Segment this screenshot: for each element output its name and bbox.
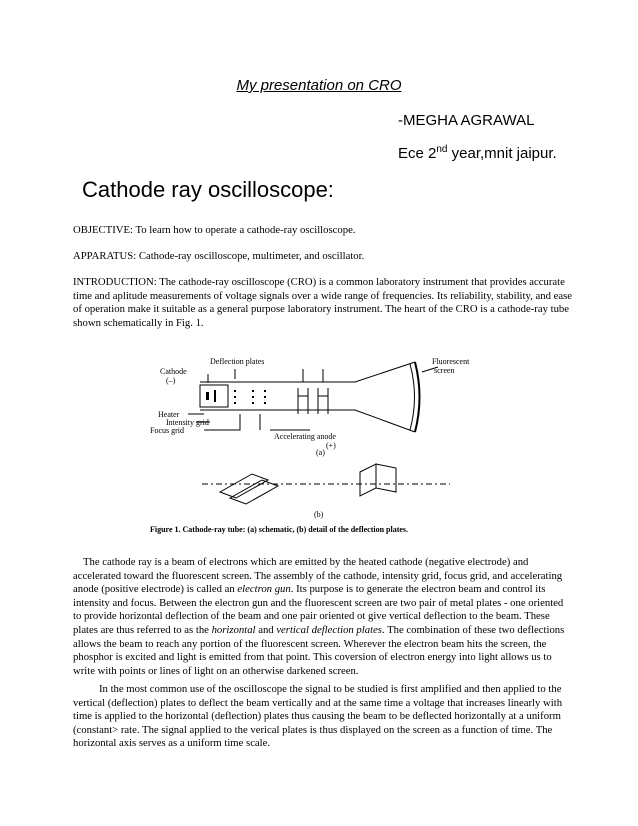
beam-text-1: The cathode ray is a beam of electrons which are emitted by the heated cathode (negative electrode) and accelerated toward the fluorescent screen. The assembly of the cathode, intensity grid, focus grid, and accelerating anode (positive electrode) is called an <box>73 556 563 596</box>
label-intensity-grid: Intensity grid <box>166 418 209 427</box>
beam-emphasis-vertical: vertical deflection plates <box>276 623 382 636</box>
label-cathode-sign: (–) <box>166 376 176 385</box>
focus-dot-2 <box>252 396 254 398</box>
anode-dot-3 <box>234 402 236 404</box>
vertical-plate-1 <box>360 464 376 496</box>
label-screen: screen <box>434 366 455 375</box>
label-part-b: (b) <box>314 510 324 519</box>
focus-dot-3 <box>252 402 254 404</box>
label-accelerating-anode: Accelerating anode <box>274 432 336 441</box>
top-leader-lines <box>208 369 323 383</box>
course-suffix: year,mnit jaipur. <box>447 145 557 162</box>
anode-dot-1 <box>234 390 236 392</box>
accel-dot-2 <box>264 396 266 398</box>
course-prefix: Ece 2 <box>398 145 437 162</box>
label-focus-grid: Focus grid <box>150 426 184 435</box>
figure-caption: Figure 1. Cathode-ray tube: (a) schematic, (b) detail of the deflection plates. <box>150 525 409 534</box>
beam-emphasis-horizontal: horizontal <box>211 623 256 636</box>
label-deflection-plates: Deflection plates <box>210 357 265 366</box>
label-part-a: (a) <box>316 448 325 457</box>
apparatus-paragraph: APPARATUS: Cathode-ray oscilloscope, multimeter, and oscillator. <box>73 250 365 262</box>
accel-dot-1 <box>264 390 266 392</box>
grid-mark <box>214 390 216 402</box>
anode-dot-2 <box>234 396 236 398</box>
cathode-mark <box>206 392 209 400</box>
label-fluorescent: Fluorescent <box>432 357 470 366</box>
beam-text-3: and <box>255 623 277 636</box>
label-heater: Heater <box>158 410 180 419</box>
document-heading: Cathode ray oscilloscope: <box>82 177 334 202</box>
author-name: -MEGHA AGRAWAL <box>398 112 535 129</box>
oscilloscope-use-paragraph: In the most common use of the oscilloscope the signal to be studied is first amplified and then applied to the vertical (deflection) plates to deflect the beam vertically and at the same time a voltage that increases linearly with time is applied to the horizontal (deflection) plates thus causing the beam to be deflected horizontally at a uniform (constant> rate. The signal applied to the verical plates is thus displayed on the screen as a function of time. The horizontal axis serves as a uniform time scale. <box>73 683 563 750</box>
vertical-plate-2 <box>376 464 396 492</box>
screen-inner-edge <box>410 364 415 430</box>
beam-text-4: . The combination of these two deflections allows the beam to reach any portion of the fluorescent screen. Wherever the electron beam hits the screen, the phosphor is excited and light is emitted from that point. This coversion of electron energy into light allows us to write with points or lines of light on an otherwise darkened screen. <box>73 623 565 677</box>
label-anode-sign: (+) <box>326 441 336 450</box>
presentation-title: My presentation on CRO <box>236 77 402 94</box>
fluorescent-screen <box>415 362 420 432</box>
course-info <box>398 144 557 162</box>
horizontal-plate-1 <box>220 474 268 498</box>
accel-dot-3 <box>264 402 266 404</box>
beam-text-2: . Its purpose is to generate the electron beam and control its intensity and focus. Between the electron gun and the fluorescent screen are two pair of metal plates - one oriented to provide horizontal deflection of the beam and one pair oriented ot give vertical deflection to the beam. These plates are thus referred to as the <box>73 583 564 636</box>
course-ordinal: nd <box>436 144 448 155</box>
beam-emphasis-electron-gun: electron gun <box>237 583 291 596</box>
introduction-paragraph: INTRODUCTION: The cathode-ray oscilloscope (CRO) is a common laboratory instrument that provides accurate time and aplitude measurements of voltage signals over a wide range of frequencies. Its reliability, stability, and ease of operation make it suitable as a general purpose laboratory instrument. The heart of the CRO is a cathode-ray tube shown schematically in Fig. 1. <box>73 276 572 329</box>
cathode-ray-paragraph <box>73 556 573 678</box>
focus-dot-1 <box>252 390 254 392</box>
crt-figure <box>140 352 500 534</box>
label-cathode: Cathode <box>160 367 187 376</box>
objective-paragraph: OBJECTIVE: To learn how to operate a cathode-ray oscilloscope. <box>73 224 356 236</box>
